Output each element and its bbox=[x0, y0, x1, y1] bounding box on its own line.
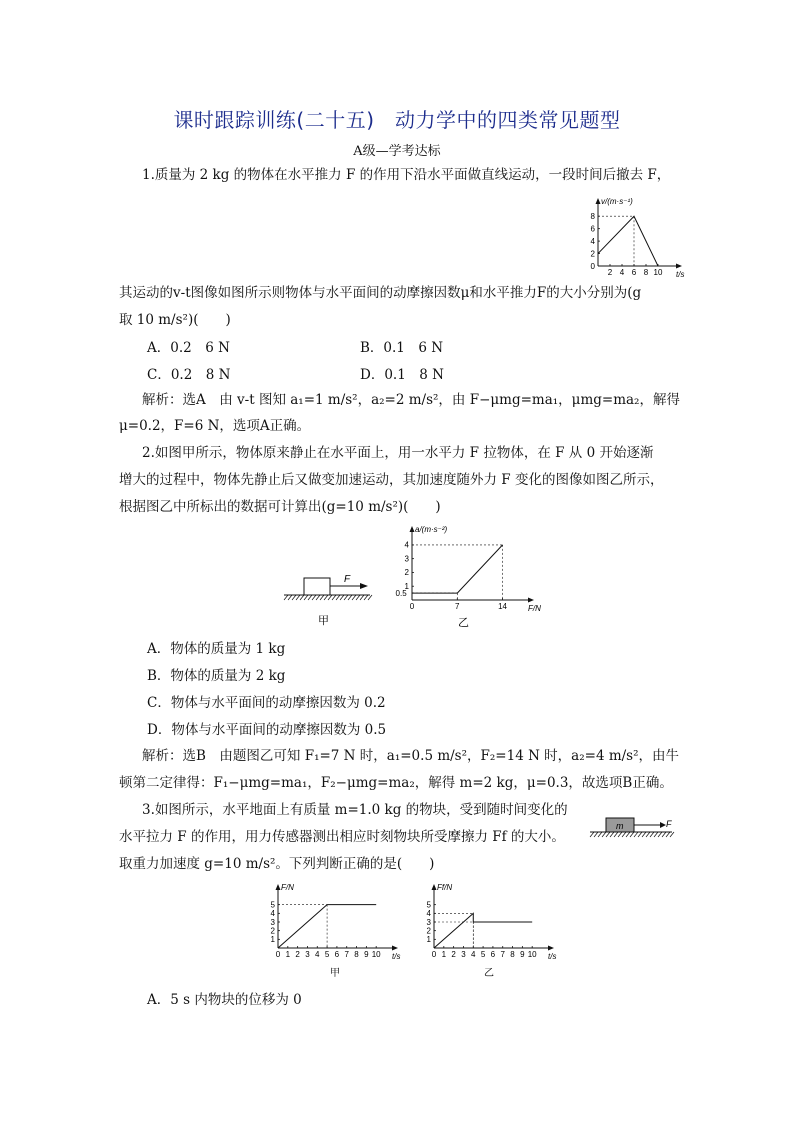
y-tick-label: 2 bbox=[426, 926, 431, 936]
q2-option-a[interactable]: A．物体的质量为 1 kg bbox=[147, 641, 286, 657]
page-title: 课时跟踪训练(二十五) 动力学中的四类常见题型 bbox=[173, 108, 621, 132]
hatch-line bbox=[626, 832, 630, 837]
x-tick-label: 1 bbox=[285, 950, 291, 959]
x-axis-arrow bbox=[548, 946, 554, 951]
hatch-line bbox=[606, 832, 610, 837]
q1-option-b[interactable]: B．0.1 6 N bbox=[360, 340, 444, 356]
q3-stem-line2: 水平拉力 F 的作用，用力传感器测出相应时刻物块所受摩擦力 Ff 的大小。 bbox=[119, 829, 565, 845]
hatch-line bbox=[360, 595, 364, 600]
hatch-line bbox=[348, 595, 352, 600]
q2-answer-line1: 解析：选B 由题图乙可知 F₁=7 N 时，a₁=0.5 m/s²，F₂=14 N 时，a₂=4 m/s²，由牛 bbox=[142, 748, 680, 764]
hatch-line bbox=[670, 832, 674, 837]
hatch-line bbox=[352, 595, 356, 600]
x-tick-label: 0 bbox=[431, 950, 437, 959]
hatch-line bbox=[630, 832, 634, 837]
fig-yi-label: 乙 bbox=[484, 968, 494, 979]
y-axis-label: Ff/N bbox=[437, 883, 453, 892]
x-tick-label: 4 bbox=[315, 950, 320, 959]
q1-option-c[interactable]: C．0.2 8 N bbox=[147, 367, 231, 383]
q2-stem-line1: 2.如图甲所示，物体原来静止在水平面上，用一水平力 F 拉物体，在 F 从 0 开始逐渐 bbox=[142, 445, 654, 461]
x-tick-label: 8 bbox=[354, 950, 359, 959]
q3-Ft-chart bbox=[262, 880, 410, 980]
y-axis-label: a/(m·s⁻²) bbox=[415, 525, 448, 534]
hatch-line bbox=[308, 595, 312, 600]
x-tick-label: 10 bbox=[653, 268, 663, 277]
q3-option-a[interactable]: A．5 s 内物块的位移为 0 bbox=[147, 992, 302, 1008]
q3-Fft-chart bbox=[418, 880, 566, 980]
q1-stem-line1: 1.质量为 2 kg 的物体在水平推力 F 的作用下沿水平面做直线运动，一段时间后撤去 F， bbox=[142, 167, 671, 183]
q2-option-d[interactable]: D．物体与水平面间的动摩擦因数为 0.5 bbox=[147, 722, 387, 738]
q1-vt-chart bbox=[586, 197, 690, 280]
x-tick-label: 14 bbox=[498, 602, 508, 611]
hatch-line bbox=[642, 832, 646, 837]
x-tick-label: 9 bbox=[520, 950, 525, 959]
hatch-line bbox=[356, 595, 360, 600]
x-tick-label: 8 bbox=[643, 268, 649, 277]
q3-block-figure bbox=[588, 815, 676, 843]
x-tick-label: 9 bbox=[364, 950, 369, 959]
hatch-line bbox=[344, 595, 348, 600]
hatch-line bbox=[328, 595, 332, 600]
q2-option-c[interactable]: C．物体与水平面间的动摩擦因数为 0.2 bbox=[147, 695, 386, 711]
force-label: F bbox=[666, 819, 672, 829]
mass-label: m bbox=[616, 821, 624, 831]
q2-stem-line2: 增大的过程中，物体先静止后又做变加速运动，其加速度随外力 F 变化的图像如图乙所示， bbox=[119, 472, 664, 488]
fig-yi-label: 乙 bbox=[458, 617, 469, 629]
y-tick-label: 1 bbox=[426, 935, 431, 945]
q1-option-a[interactable]: A．0.2 6 N bbox=[147, 340, 230, 356]
q1-answer-line1: 解析：选A 由 v-t 图知 a₁=1 m/s²，a₂=2 m/s²，由 F−μmg=ma₁，μmg=ma₂，解得 bbox=[142, 392, 680, 408]
x-tick-label: 2 bbox=[451, 950, 456, 959]
hatch-line bbox=[316, 595, 320, 600]
hatch-line bbox=[324, 595, 328, 600]
hatch-line bbox=[610, 832, 614, 837]
q2-answer-line2: 顿第二定律得：F₁−μmg=ma₁，F₂−μmg=ma₂，解得 m=2 kg，μ=0.3，故选项B正确。 bbox=[119, 775, 673, 791]
hatch-line bbox=[296, 595, 300, 600]
x-axis-label: t/s bbox=[392, 952, 401, 961]
q2-stem-line3: 根据图乙中所标出的数据可计算出(g=10 m/s²)( ) bbox=[119, 499, 441, 515]
y-tick-label: 3 bbox=[426, 917, 431, 927]
x-tick-label: 2 bbox=[607, 268, 613, 277]
x-tick-label: 3 bbox=[461, 950, 466, 959]
x-tick-label: 2 bbox=[295, 950, 300, 959]
x-tick-label: 7 bbox=[344, 950, 349, 959]
hatch-line bbox=[638, 832, 642, 837]
q1-option-d[interactable]: D．0.1 8 N bbox=[360, 367, 444, 383]
x-tick-label: 10 bbox=[371, 950, 381, 959]
hatch-line bbox=[364, 595, 368, 600]
x-tick-label: 10 bbox=[527, 950, 537, 959]
block-shape bbox=[304, 578, 330, 595]
series-line-a bbox=[412, 545, 503, 593]
x-axis-arrow bbox=[528, 598, 534, 603]
series-line-Ff bbox=[434, 913, 532, 948]
x-tick-label: 0 bbox=[409, 602, 415, 611]
q3-stem-line3: 取重力加速度 g=10 m/s²。下列判断正确的是( ) bbox=[119, 856, 435, 872]
y-tick-label: 4 bbox=[426, 909, 431, 919]
hatch-line bbox=[590, 832, 594, 837]
x-tick-label: 6 bbox=[631, 268, 637, 277]
x-tick-label: 6 bbox=[334, 950, 340, 959]
hatch-line bbox=[662, 832, 666, 837]
fig-jia-label: 甲 bbox=[318, 615, 329, 627]
hatch-line bbox=[634, 832, 638, 837]
hatch-line bbox=[614, 832, 618, 837]
hatch-line bbox=[284, 595, 288, 600]
x-axis-label: t/s bbox=[548, 952, 557, 961]
ground-hatch bbox=[284, 595, 372, 600]
x-axis-label: F/N bbox=[528, 604, 541, 613]
y-tick-label: 4 bbox=[404, 540, 409, 550]
x-tick-label: 1 bbox=[441, 950, 447, 959]
y-axis-arrow bbox=[276, 884, 281, 890]
hatch-line bbox=[622, 832, 626, 837]
q2-option-b[interactable]: B．物体的质量为 2 kg bbox=[147, 668, 286, 684]
x-tick-label: 3 bbox=[305, 950, 310, 959]
x-axis-arrow bbox=[676, 264, 682, 269]
hatch-line bbox=[658, 832, 662, 837]
hatch-line bbox=[368, 595, 372, 600]
y-tick-label: 2 bbox=[590, 249, 595, 259]
hatch-line bbox=[594, 832, 598, 837]
hatch-line bbox=[332, 595, 336, 600]
y-tick-label: 2 bbox=[270, 926, 275, 936]
hatch-line bbox=[300, 595, 304, 600]
ground-hatch bbox=[590, 832, 674, 837]
y-axis-label: v/(m·s⁻¹) bbox=[601, 197, 633, 206]
hatch-line bbox=[288, 595, 292, 600]
q3-stem-line1: 3.如图所示，水平地面上有质量 m=1.0 kg 的物块，受到随时间变化的 bbox=[142, 802, 568, 818]
fig-jia-label: 甲 bbox=[330, 968, 340, 979]
y-tick-label: 1 bbox=[404, 582, 409, 592]
hatch-line bbox=[666, 832, 670, 837]
y-tick-label: 0 bbox=[590, 261, 595, 271]
x-tick-label: 4 bbox=[619, 268, 625, 277]
q2-aF-chart bbox=[390, 522, 550, 632]
x-tick-label: 4 bbox=[471, 950, 476, 959]
y-tick-label: 0.5 bbox=[395, 588, 407, 598]
hatch-line bbox=[320, 595, 324, 600]
x-axis-label: t/s bbox=[676, 270, 685, 279]
hatch-line bbox=[602, 832, 606, 837]
hatch-line bbox=[598, 832, 602, 837]
y-axis-arrow bbox=[596, 198, 601, 204]
y-tick-label: 4 bbox=[590, 236, 595, 246]
x-tick-label: 0 bbox=[275, 950, 281, 959]
q1-answer-line2: μ=0.2，F=6 N，选项A正确。 bbox=[119, 418, 311, 434]
y-tick-label: 5 bbox=[270, 900, 275, 910]
y-tick-label: 1 bbox=[270, 935, 275, 945]
hatch-line bbox=[340, 595, 344, 600]
hatch-line bbox=[304, 595, 308, 600]
section-subtitle: A级—学考达标 bbox=[353, 144, 441, 159]
y-tick-label: 2 bbox=[404, 568, 409, 578]
q1-stem-line3: 取 10 m/s²)( ) bbox=[119, 312, 231, 328]
q2-fig-jia bbox=[282, 570, 374, 630]
x-tick-label: 8 bbox=[510, 950, 515, 959]
hatch-line bbox=[312, 595, 316, 600]
y-tick-label: 3 bbox=[404, 554, 409, 564]
x-tick-label: 7 bbox=[500, 950, 505, 959]
force-label: F bbox=[344, 574, 351, 585]
hatch-line bbox=[292, 595, 296, 600]
x-tick-label: 6 bbox=[490, 950, 496, 959]
x-tick-label: 5 bbox=[480, 950, 486, 959]
series-line-v bbox=[598, 216, 658, 266]
y-axis-arrow bbox=[432, 884, 437, 890]
hatch-line bbox=[618, 832, 622, 837]
hatch-line bbox=[650, 832, 654, 837]
y-tick-label: 4 bbox=[270, 909, 275, 919]
hatch-line bbox=[336, 595, 340, 600]
hatch-line bbox=[654, 832, 658, 837]
x-tick-label: 5 bbox=[324, 950, 330, 959]
y-tick-label: 3 bbox=[270, 917, 275, 927]
y-axis-label: F/N bbox=[281, 883, 294, 892]
x-axis-arrow bbox=[392, 946, 398, 951]
y-axis-arrow bbox=[410, 526, 415, 532]
x-tick-label: 7 bbox=[455, 602, 460, 611]
y-tick-label: 8 bbox=[590, 212, 595, 222]
y-tick-label: 5 bbox=[426, 900, 431, 910]
hatch-line bbox=[646, 832, 650, 837]
y-tick-label: 6 bbox=[590, 224, 595, 234]
q1-stem-line2: 其运动的v-t图像如图所示则物体与水平面间的动摩擦因数μ和水平推力F的大小分别为(g bbox=[119, 285, 642, 301]
force-arrowhead bbox=[360, 583, 368, 589]
